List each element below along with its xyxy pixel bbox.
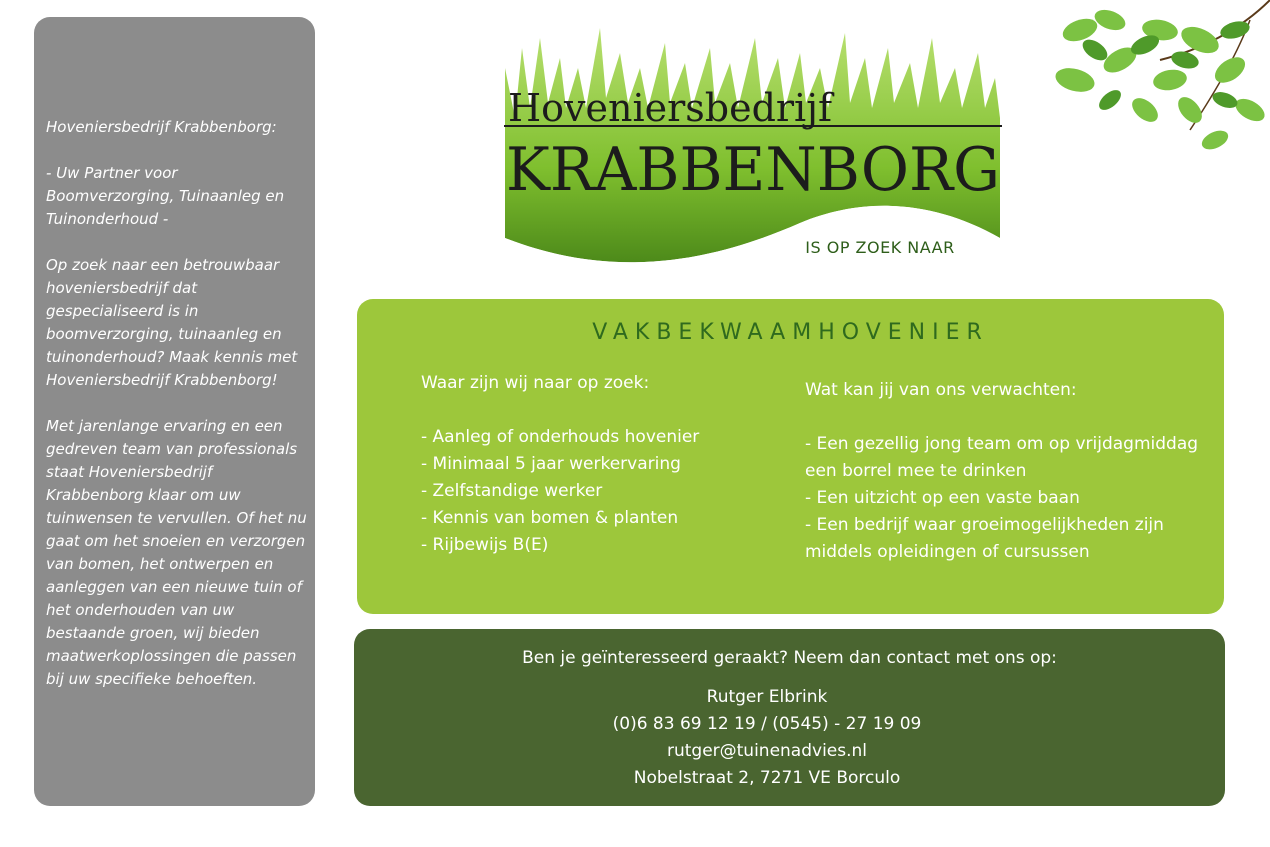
list-item: - Zelfstandige werker — [421, 481, 603, 501]
contact-email[interactable]: rutger@tuinenadvies.nl — [666, 741, 868, 761]
list-item: - Een bedrijf waar groeimogelijkheden zijn middels opleidingen of cursussen — [805, 515, 1164, 562]
tagline: IS OP ZOEK NAAR — [805, 238, 955, 257]
list-item: - Aanleg of onderhouds hovenier — [421, 427, 700, 447]
sidebar-text — [46, 116, 308, 714]
requirements-column — [421, 370, 791, 559]
sidebar-paragraph-2: - Uw Partner voor Boomverzorging, Tuinaanleg en Tuinonderhoud - — [46, 164, 285, 228]
list-item: - Een uitzicht op een vaste baan — [805, 488, 1080, 508]
requirements-list — [421, 424, 791, 559]
leaves-decoration — [1050, 0, 1270, 175]
vacancy-title: VAKBEKWAAMHOVENIER — [592, 320, 989, 345]
contact-phone: (0)6 83 69 12 19 / (0545) - 27 19 09 — [612, 714, 922, 734]
offer-column — [805, 377, 1210, 566]
sidebar-paragraph-4: Met jarenlange ervaring en een gedreven team van professionals staat Hoveniersbedrijf Krabbenborg klaar om uw tuinwensen te vervullen. Of het nu gaat om het snoeien en verzorgen van bomen, het ontwerpen en aanleggen van een nieuwe tuin of het onderhouden van uw bestaande groen, wij bieden maatwerkoplossingen die passen bij uw specifieke behoeften. — [46, 417, 307, 688]
sidebar-paragraph-1: Hoveniersbedrijf Krabbenborg: — [46, 118, 277, 136]
contact-name: Rutger Elbrink — [706, 687, 828, 707]
sidebar-paragraph-3: Op zoek naar een betrouwbaar hoveniersbedrijf dat gespecialiseerd is in boomverzorging, tuinaanleg en tuinonderhoud? Maak kennis met Hoveniersbedrijf Krabbenborg! — [46, 256, 298, 389]
list-item: - Een gezellig jong team om op vrijdagmiddag een borrel mee te drinken — [805, 434, 1199, 481]
contact-details — [354, 684, 1180, 792]
logo-text-line1: Hoveniersbedrijf — [508, 86, 833, 130]
contact-intro: Ben je geïnteresseerd geraakt? Neem dan contact met ons op: — [522, 648, 1057, 668]
list-item: - Rijbewijs B(E) — [421, 535, 549, 555]
list-item: - Kennis van bomen & planten — [421, 508, 679, 528]
offer-list — [805, 431, 1210, 566]
list-item: - Minimaal 5 jaar werkervaring — [421, 454, 681, 474]
offer-heading: Wat kan jij van ons verwachten: — [805, 380, 1077, 400]
contact-address: Nobelstraat 2, 7271 VE Borculo — [633, 768, 901, 788]
requirements-heading: Waar zijn wij naar op zoek: — [421, 373, 650, 393]
logo-text-line2: KRABBENBORG — [506, 135, 1000, 205]
